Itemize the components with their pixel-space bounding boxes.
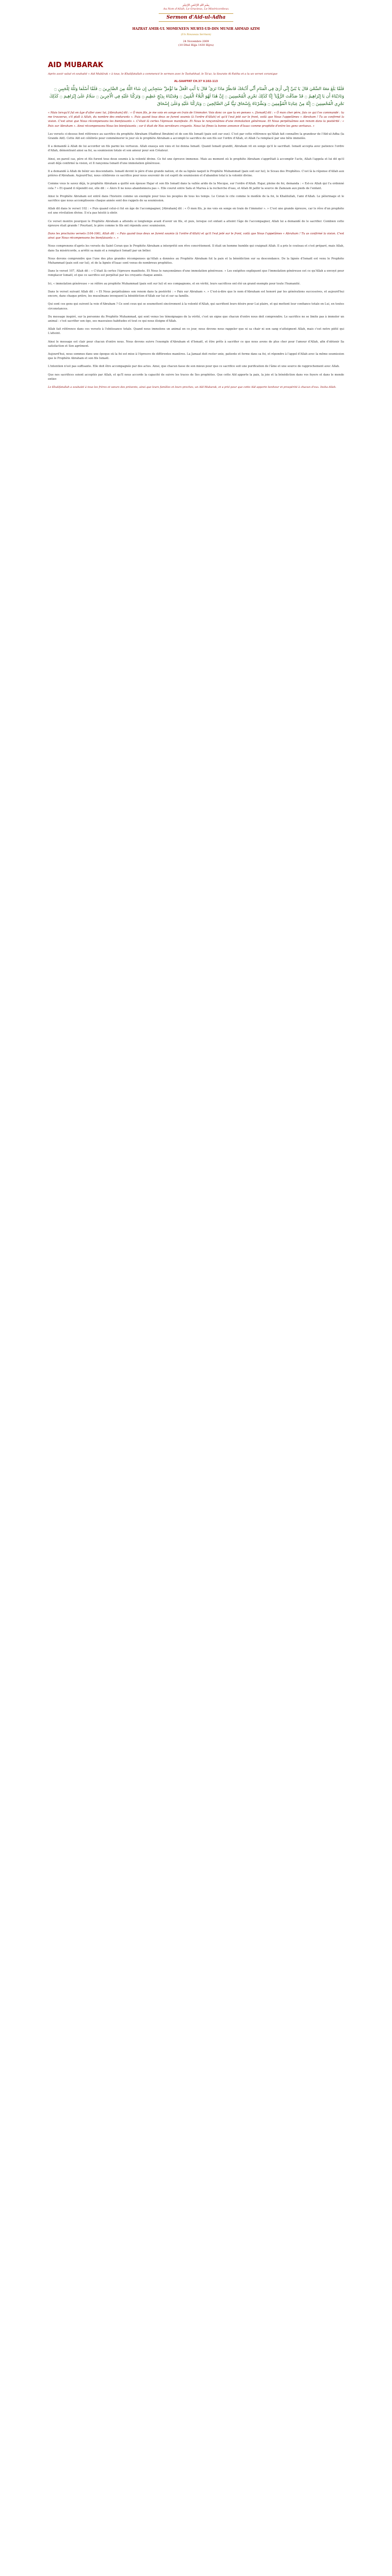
paragraph: Ainsi, en pareil cas, père et fils furent tous deux soumis à la volonté divine. Ce fut une épreuve immense. Mais au moment où le prophète Abraham s'apprêtait à accomplir l'acte, Allah l'appela et lui dit qu'il avait déjà confirmé la vision, et Il rançonna Ismaël d'une immolation généreuse.	[48, 157, 344, 165]
paragraph: Comme vous le savez déjà, le prophète Abraham a quitté son épouse Hajar et son fils Ismaël dans la vallée aride de la Mecque, sur l'ordre d'Allah. Hajar, pleine de foi, demanda : « Est-ce Allah qui t'a ordonné cela ? » Et quand il répondit oui, elle dit : « Alors Il ne nous abandonnera pas ». Elle courut entre Safa et Marwa à la recherche d'eau, et Allah fit jaillir la source de Zamzam aux pieds de l'enfant.	[48, 182, 344, 190]
paragraph: Ce verset montre pourquoi le Prophète Abraham a attendu si longtemps avant d'avoir un fils, et puis, lorsque cet enfant a atteint l'âge de l'accompagner, Allah lui a demandé de le sacrifier. Combien cette épreuve était grande ! Pourtant, le père comme le fils ont répondu avec soumission.	[48, 219, 344, 227]
paragraph: Dans le verset suivant Allah dit : « Et Nous perpétuâmes son renom dans la postérité : « Paix sur Abraham ». » C'est-à-dire que le nom d'Abraham est honoré par les générations successives, et aujourd'hui encore, dans chaque prière, les musulmans invoquent la bénédiction d'Allah sur lui et sur sa famille.	[48, 290, 344, 298]
paragraph: Que nos sacrifices soient acceptés par Allah, et qu'Il nous accorde la capacité de suivre les traces de Ses prophètes. Que cette Aïd apporte la paix, la joie et la bénédiction dans vos foyers et dans le monde entier.	[48, 373, 344, 381]
paragraph: Il a demandé à Allah de lui accorder un fils parmi les vertueux. Allah exauça son vœu et lui donna Ismaël. Quand Ismaël grandit, Abraham vit en songe qu'il le sacrifiait. Ismaël accepta avec patience l'ordre d'Allah, démontrant ainsi sa foi, sa soumission totale et son amour pour son Créateur.	[48, 145, 344, 153]
paragraph: Qui sont ces gens qui suivent la voie d'Abraham ? Ce sont ceux qui se soumettent sincèrement à la volonté d'Allah, qui sacrifient leurs désirs pour Lui plaire, et qui mettent leur confiance totale en Lui, en toutes circonstances.	[48, 303, 344, 311]
paragraph: Ici, « immolation généreuse » se réfère au prophète Muhammad (paix soit sur lui) et ses compagnons, et en vérité, leurs sacrifices ont été un grand exemple pour toute l'humanité.	[48, 282, 301, 286]
header	[48, 3, 344, 47]
paragraph: Dans le verset 107, Allah dit : « C'était là certes l'épreuve manifeste. Et Nous le rançonnâmes d'une immolation généreuse. » Les exégètes expliquent que l'immolation généreuse est ce qu'Allah a envoyé pour remplacer Ismaël, et que ce sacrifice est perpétué par les croyants chaque année.	[48, 270, 344, 278]
sermon-title-banner: Sermon d'Aid-ul-Adha	[159, 13, 233, 22]
section-title: AID MUBARAK	[48, 61, 103, 69]
speaker-name: HAZRAT AMIR-UL MOMENEEN MUHYI-UD-DIN MUNIR AHMAD AZIM	[132, 27, 260, 31]
paragraph: L'intention n'est pas suffisante. Elle doit être accompagnée par des actes. Ainsi, que chacun fasse de son mieux pour que ce sacrifice soit une purification de l'âme et une source de rapprochement avec Allah.	[48, 365, 340, 369]
paragraph: Les versets ci-dessus font référence au sacrifice du prophète Abraham (Hadhrat Ibrahim) et de son fils Ismaël (paix soit sur eux). C'est par cette référence qu'Allah fait connaître la grandeur de l'Aïd-ul-Adha (la Grande Aïd). Cette Aïd est célébrée pour commémorer le jour où le prophète Abraham a accompli le sacrifice de son fils sur l'ordre d'Allah, et Allah l'a remplacé par une bête immolée.	[48, 132, 344, 141]
verse-reference: AL-SAAFFAT CH.37 V.102-113	[174, 80, 218, 83]
arabic-verses: فَلَمَّا بَلَغَ مَعَهُ السَّعْيَ قَالَ يَا بُنَيَّ إِنِّي أَرَىٰ فِي الْمَنَامِ أَنِّي أَذْبَحُكَ فَانظُرْ مَاذَا تَرَىٰ ۚ قَالَ يَا أَبَتِ افْعَلْ مَا تُؤْمَرُ ۖ سَتَجِدُنِي إِن شَاءَ اللَّهُ مِنَ الصَّابِرِينَ ۝ فَلَمَّا أَسْلَمَا وَتَلَّهُ لِلْجَبِينِ ۝ وَنَادَيْنَاهُ أَن يَا إِبْرَاهِيمُ ۝ قَدْ صَدَّقْتَ الرُّؤْيَا ۚ إِنَّا كَذَٰلِكَ نَجْزِي الْمُحْسِنِينَ ۝ إِنَّ هَٰذَا لَهُوَ الْبَلَاءُ الْمُبِينُ ۝ وَفَدَيْنَاهُ بِذِبْحٍ عَظِيمٍ ۝ وَتَرَكْنَا عَلَيْهِ فِي الْآخِرِينَ ۝ سَلَامٌ عَلَىٰ إِبْرَاهِيمَ ۝ كَذَٰلِكَ نَجْزِي الْمُحْسِنِينَ ۝ إِنَّهُ مِنْ عِبَادِنَا الْمُؤْمِنِينَ ۝ وَبَشَّرْنَاهُ بِإِسْحَاقَ نَبِيًّا مِّنَ الصَّالِحِينَ ۝ وَبَارَكْنَا عَلَيْهِ وَعَلَىٰ إِسْحَاقَ	[49, 86, 344, 106]
sermon-date: 24 Novembre 2009	[183, 40, 209, 43]
paragraph: Allah fait référence dans ces versets à l'obéissance totale. Quand nous immolons un animal en ce jour, nous devons nous rappeler que ni sa chair ni son sang n'atteignent Allah, mais c'est notre piété qui L'atteint.	[48, 328, 344, 336]
bismillah-translation: Au Nom d'Allah, Le Gracieux, Le Miséricordieux	[163, 7, 229, 11]
hijri-date: (10 Dhul Hijja 1430 Hijra)	[178, 44, 214, 47]
sermon-page	[48, 0, 344, 2574]
paragraph: Allah dit dans le verset 102 : « Puis quand celui-ci fut en âge de l'accompagner, [Abraham] dit : « Ô mon fils, je me vois en songe en train de t'immoler ». » C'est une grande épreuve, car le rêve d'un prophète est une révélation divine. Il n'a pas hésité à obéir.	[48, 207, 344, 215]
paragraph: Du message inspiré, sur la personne du Prophète Muhammad, qui sont venus les témoignages de la vérité, c'est un signe que chacun d'entre nous doit comprendre. Le sacrifice ne se limite pas à immoler un animal : c'est sacrifier son égo, ses mauvaises habitudes et tout ce qui nous éloigne d'Allah.	[48, 315, 344, 323]
intro-text: Après avoir salué et souhaité « Aid Mubârak » à tous, le Khalifatullah a commencé le sermon avec le Tashahhud, le Ta'uz, la Sourate Al-Fatiha et a lu un verset coranique	[48, 72, 277, 76]
paragraph: Nous devons comprendre que l'une des plus grandes récompenses qu'Allah a données au Prophète Abraham fut la paix et la bénédiction sur sa descendance. De la lignée d'Ismaël est venu le Prophète Muhammad (paix soit sur lui), et de la lignée d'Isaac sont venus de nombreux prophètes.	[48, 257, 344, 265]
sermon-body	[48, 111, 344, 381]
paragraph: Nous comprenons d'après les versets du Saint Coran que le Prophète Abraham a interprété son rêve concrètement. Il était un homme humble qui craignait Allah. Il a pris le couteau et s'est préparé, mais Allah, dans Sa miséricorde, a arrêté sa main et a remplacé Ismaël par un bélier.	[48, 244, 344, 252]
closing-note: Le Khalifatullah a souhaité à tous les frères et sœurs des présents, ainsi que leurs familles et leurs proches, un Aïd Mubarak, et a prié pour que cette Aïd apporte bonheur et prospérité à chacun d'eux. Insha-Allah.	[48, 385, 337, 389]
paragraph: Il a demandé à Allah de bénir ses descendants. Ismaël devint le père d'une grande nation, et de sa lignée naquit le Prophète Muhammad (paix soit sur lui), le Sceau des Prophètes. C'est là la réponse d'Allah aux prières d'Abraham. Aujourd'hui, nous célébrons ce sacrifice pour nous souvenir de cet esprit de soumission et d'abandon total à la volonté divine.	[48, 170, 344, 178]
paragraph: « Mais lorsqu'il fut en âge d'aller avec lui, [Abraham] dit : « Ô mon fils, je me vois en songe en train de t'immoler. Vois donc ce que tu en penses ». [Ismaël] dit : « Ô mon cher père, fais ce qui t'es commandé : tu me trouveras, s'il plaît à Allah, du nombre des endurants ». Puis quand tous deux se furent soumis (à l'ordre d'Allah) et qu'il l'eut jeté sur le front, voilà que Nous l'appelâmes « Abraham ! Tu as confirmé la vision. C'est ainsi que Nous récompensons les bienfaisants ». C'était là certes l'épreuve manifeste. Et Nous le rançonnâmes d'une immolation généreuse. Et Nous perpétuâmes son renom dans la postérité : « Paix sur Abraham ». Ainsi récompensons-Nous les bienfaisants ; car il était de Nos serviteurs croyants. Nous lui fîmes la bonne annonce d'Isaac comme prophète d'entre les gens vertueux. »	[48, 111, 344, 128]
bismillah: بِسْمِ اللهِ الرَّحْمٰنِ الرَّحِيْمِ	[182, 4, 210, 7]
paragraph: Aujourd'hui, nous sommes dans une époque où la foi est mise à l'épreuve de différentes manières. La Jamaat doit rester unie, patiente et ferme dans sa foi, et répondre à l'appel d'Allah avec la même soumission que le Prophète Abraham et son fils Ismaël.	[48, 352, 344, 361]
paragraph: Ainsi le message est clair pour chacun d'entre nous. Nous devons suivre l'exemple d'Abraham et d'Ismaël, et être prêts à sacrifier ce que nous avons de plus cher pour l'amour d'Allah, afin d'obtenir Sa satisfaction et Son agrément.	[48, 340, 344, 348]
paragraph: Ainsi le Prophète Abraham est entré dans l'histoire comme un exemple pour tous les peuples de tous les temps. Le Coran le cite comme le modèle de la foi, le Khalilullah, l'ami d'Allah. Le pèlerinage et le sacrifice que nous accomplissons chaque année sont des rappels de sa soumission.	[48, 194, 344, 203]
paragraph: Dans les prochains versets (104-106), Allah dit : « Puis quand tous deux se furent soumis (à l'ordre d'Allah) et qu'il l'eut jeté sur le front, voilà que Nous l'appelâmes « Abraham ! Tu as confirmé la vision. C'est ainsi que Nous récompensons les bienfaisants ». »	[48, 232, 344, 240]
subtitle: (Un Nouveau Sermon)	[181, 33, 211, 36]
